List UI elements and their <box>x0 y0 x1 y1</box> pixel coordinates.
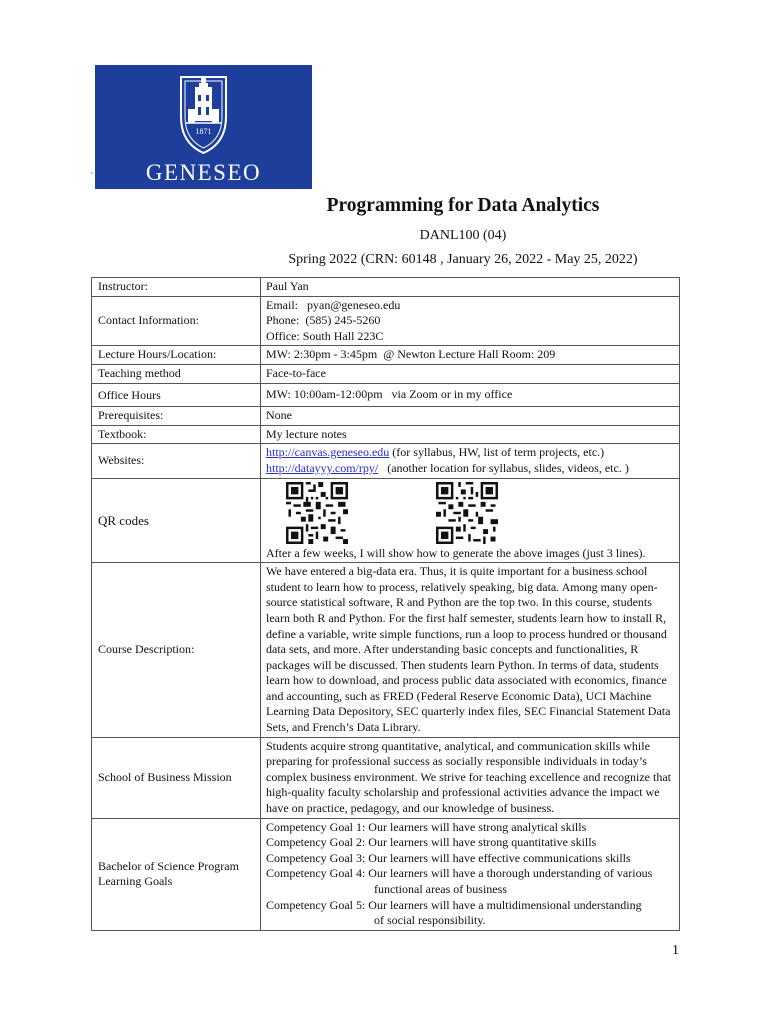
course-term: Spring 2022 (CRN: 60148 , January 26, 2022 - May 25, 2022) <box>288 252 638 267</box>
goal-item-continued: of social responsibility. <box>374 913 486 928</box>
goal-item: Competency Goal 4: Our learners will have a thorough understanding of various <box>266 866 653 881</box>
geneseo-logo <box>95 65 312 189</box>
table-row <box>92 407 680 426</box>
table-row <box>92 296 680 346</box>
mission-statement: Students acquire strong quantitative, analytical, and communication skills while preparing for professional success as socially responsible individuals in today’s complex business environment. We strive for teaching excellence and recognize that high-quality faculty scholarship and professional activities advance the impact we have on practice, pedagogy, and our knowledge of business. <box>261 737 680 818</box>
table-row <box>92 364 680 383</box>
table-row <box>92 563 680 738</box>
lecture-hours: MW: 2:30pm - 3:45pm @ Newton Lecture Hall Room: 209 <box>261 346 680 365</box>
syllabus-table <box>91 277 680 931</box>
table-row <box>92 425 680 444</box>
row-label: Websites: <box>92 444 261 478</box>
goal-item: Competency Goal 3: Our learners will have effective communications skills <box>266 850 631 865</box>
qr-code-canvas <box>286 482 348 544</box>
course-description: We have entered a big-data era. Thus, it is quite important for a business school student to learn how to process, relatively speaking, big data. Among many open-source statistical software, R and Python are the top two. In this course, students learn both R and Python. For the first half semester, students learn how to install R, define a variable, write simple functions, run a loop to process hundred or thousand data sets, and more. After understanding basic concepts and functionalities, R packages will be discussed. Then students learn Python. In terms of data, students learn how to download, and process public data associated with economics, finance and accounting, such as FRED (Federal Reserve Economic Data), UCI Machine Learning Data Depository, SEC quarterly index files, SEC Financial Statement Data Sets, and French’s Data Library. <box>261 563 680 738</box>
office-hours: MW: 10:00am-12:00pm via Zoom or in my office <box>261 383 680 407</box>
logo-year: 1871 <box>195 127 212 136</box>
table-row <box>92 444 680 478</box>
page-number: 1 <box>672 943 679 958</box>
canvas-link-note: (for syllabus, HW, list of term projects, etc.) <box>389 445 605 460</box>
table-row <box>92 818 680 930</box>
contact-office: Office: South Hall 223C <box>266 328 384 343</box>
qr-codes <box>261 478 680 563</box>
row-label: Office Hours <box>92 383 261 407</box>
teaching-method: Face-to-face <box>261 364 680 383</box>
prerequisites: None <box>261 407 680 426</box>
contact-info <box>261 296 680 346</box>
row-label: Lecture Hours/Location: <box>92 346 261 365</box>
goal-item-continued: functional areas of business <box>374 882 507 896</box>
logo-wordmark: GENESEO <box>145 160 262 185</box>
row-label: Teaching method <box>92 364 261 383</box>
row-label: School of Business Mission <box>92 737 261 818</box>
learning-goals <box>261 818 680 930</box>
goal-item: Competency Goal 2: Our learners will have strong quantitative skills <box>266 835 597 850</box>
datayyy-link-note: (another location for syllabus, slides, videos, etc. ) <box>378 460 629 475</box>
row-label: QR codes <box>92 478 261 563</box>
textbook: My lecture notes <box>261 425 680 444</box>
row-label: Prerequisites: <box>92 407 261 426</box>
canvas-link[interactable]: http://canvas.geneseo.edu <box>266 445 390 460</box>
qr-code-datayyy <box>436 482 498 544</box>
row-label: Contact Information: <box>92 296 261 346</box>
contact-phone: Phone: (585) 245-5260 <box>266 313 381 328</box>
row-label: Bachelor of Science Program Learning Goals <box>92 818 261 930</box>
contact-email: Email: pyan@geneseo.edu <box>266 297 401 312</box>
websites <box>261 444 680 478</box>
row-label: Textbook: <box>92 425 261 444</box>
table-row <box>92 346 680 365</box>
course-code: DANL100 (04) <box>419 228 507 243</box>
instructor-name: Paul Yan <box>261 278 680 297</box>
datayyy-link[interactable]: http://datayyy.com/rpy/ <box>266 460 379 475</box>
table-row <box>92 278 680 297</box>
goal-item: Competency Goal 5: Our learners will have a multidimensional understanding <box>266 897 642 912</box>
table-row <box>92 737 680 818</box>
course-title: Programming for Data Analytics <box>326 195 600 216</box>
qr-note: After a few weeks, I will show how to generate the above images (just 3 lines). <box>266 545 646 560</box>
table-row <box>92 383 680 407</box>
table-row <box>92 478 680 563</box>
goal-item: Competency Goal 1: Our learners will have strong analytical skills <box>266 819 587 834</box>
stray-mark: ` <box>90 172 94 183</box>
row-label: Instructor: <box>92 278 261 297</box>
row-label: Course Description: <box>92 563 261 738</box>
